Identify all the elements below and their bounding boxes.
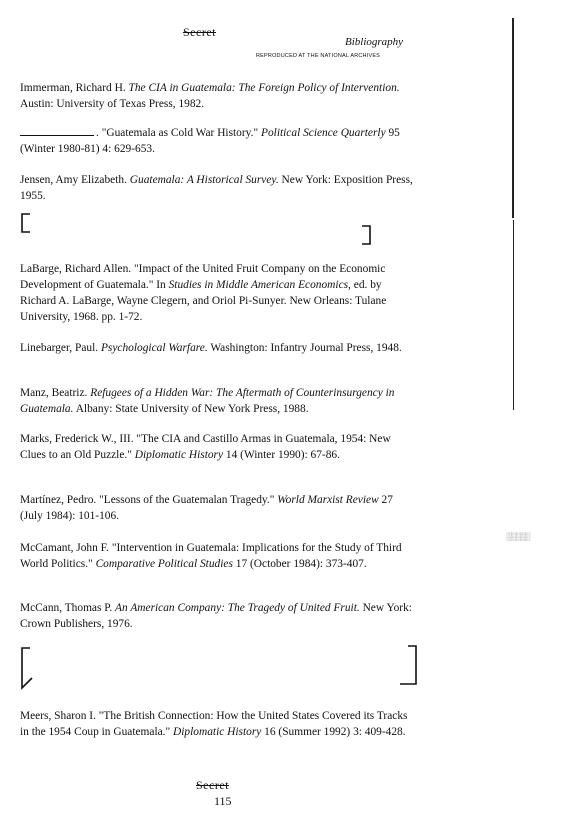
entry-title: An American Company: The Tragedy of United Fruit. <box>115 602 360 614</box>
bibliography-entry <box>20 708 418 740</box>
bibliography-entry: . "Guatemala as Cold War History." Political Science Quarterly 95 (Winter 1980-81) 4: 629-653. <box>20 127 400 155</box>
entry-publication: New York: Exposition Press, 1955. <box>20 174 413 202</box>
bibliography-entry <box>20 492 418 524</box>
entry-title: The CIA in Guatemala: The Foreign Policy of Intervention. <box>128 82 400 94</box>
scan-edge-line <box>513 220 514 410</box>
entry-author: Immerman, Richard H. <box>20 82 126 94</box>
entry-title: Psychological Warfare. <box>100 342 208 354</box>
entry-publication: New York: Crown Publishers, 1976. <box>20 602 412 630</box>
bibliography-entry <box>20 340 418 356</box>
entry-journal: Comparative Political Studies <box>95 558 233 570</box>
entry-author: McCann, Thomas P. <box>20 602 113 614</box>
entry-journal: World Marxist Review <box>277 494 379 506</box>
ditto-rule <box>20 126 94 136</box>
entry-author: Martínez, Pedro. <box>20 494 97 506</box>
bibliography-entry <box>20 385 418 417</box>
archives-stamp: REPRODUCED AT THE NATIONAL ARCHIVES <box>256 53 381 59</box>
redaction-bracket <box>18 212 378 248</box>
entry-title: Refugees of a Hidden War: The Aftermath of Counterinsurgency in Guatemala. <box>20 387 395 415</box>
classification-footer: Secret <box>196 778 229 792</box>
bibliography-entry <box>20 261 418 325</box>
entry-publication: 27 (July 1984): 101-106. <box>20 494 393 522</box>
entry-title: Studies in Middle American Economics, <box>168 279 351 291</box>
entry-publication: Austin: University of Texas Press, 1982. <box>20 98 205 110</box>
bibliography-entry <box>20 172 418 204</box>
bibliography-entry <box>20 431 418 463</box>
bibliography-entry <box>20 80 418 112</box>
entry-publication: 95 (Winter 1980-81) 4: 629-653. <box>20 127 400 155</box>
section-title: Bibliography <box>345 36 404 48</box>
entry-publication: Washington: Infantry Journal Press, 1948. <box>210 342 402 354</box>
page-number: 115 <box>214 794 232 808</box>
entry-publication: 17 (October 1984): 373-407. <box>235 558 367 570</box>
entry-author: Manz, Beatriz. <box>20 387 88 399</box>
entry-author: Meers, Sharon I. <box>20 710 96 722</box>
entry-author: Jensen, Amy Elizabeth. <box>20 174 127 186</box>
entry-article: "The British Connection: How the United States Covered its Tracks in the 1954 Coup in Guatemala." <box>20 710 408 738</box>
entry-article: "Guatemala as Cold War History." <box>101 127 259 139</box>
classification-header: Secret <box>183 25 216 39</box>
bibliography-entry <box>20 540 418 572</box>
entry-article: "Intervention in Guatemala: Implications for the Study of Third World Politics." <box>20 542 402 570</box>
entry-author: Marks, Frederick W., III. <box>20 433 134 445</box>
entry-article: "The CIA and Castillo Armas in Guatemala, 1954: New Clues to an Old Puzzle." <box>20 433 391 461</box>
entry-journal: Political Science Quarterly <box>261 127 386 139</box>
scan-speckle: ░░░░░ <box>506 532 530 541</box>
entry-title: Guatemala: A Historical Survey. <box>129 174 279 186</box>
entry-publication: ed. by Richard A. LaBarge, Wayne Clegern, and Oriol Pi-Sunyer. New Orleans: Tulane University, 1968. pp. 1-72. <box>20 279 387 323</box>
entry-journal: Diplomatic History <box>173 726 262 738</box>
entry-author: Linebarger, Paul. <box>20 342 99 354</box>
entry-journal: Diplomatic History <box>134 449 224 461</box>
scan-edge-line <box>512 18 514 218</box>
entry-article: "Impact of the United Fruit Company on the Economic Development of Guatemala." In <box>20 263 386 291</box>
entry-author: LaBarge, Richard Allen. <box>20 263 132 275</box>
entry-author: McCamant, John F. <box>20 542 109 554</box>
bibliography-entry <box>20 600 418 632</box>
entry-publication: 14 (Winter 1990): 67-86. <box>225 449 340 461</box>
redaction-bracket <box>18 644 422 690</box>
entry-article: "Lessons of the Guatemalan Tragedy." <box>99 494 275 506</box>
entry-publication: 16 (Summer 1992) 3: 409-428. <box>264 726 406 738</box>
entry-publication: Albany: State University of New York Press, 1988. <box>75 403 309 415</box>
